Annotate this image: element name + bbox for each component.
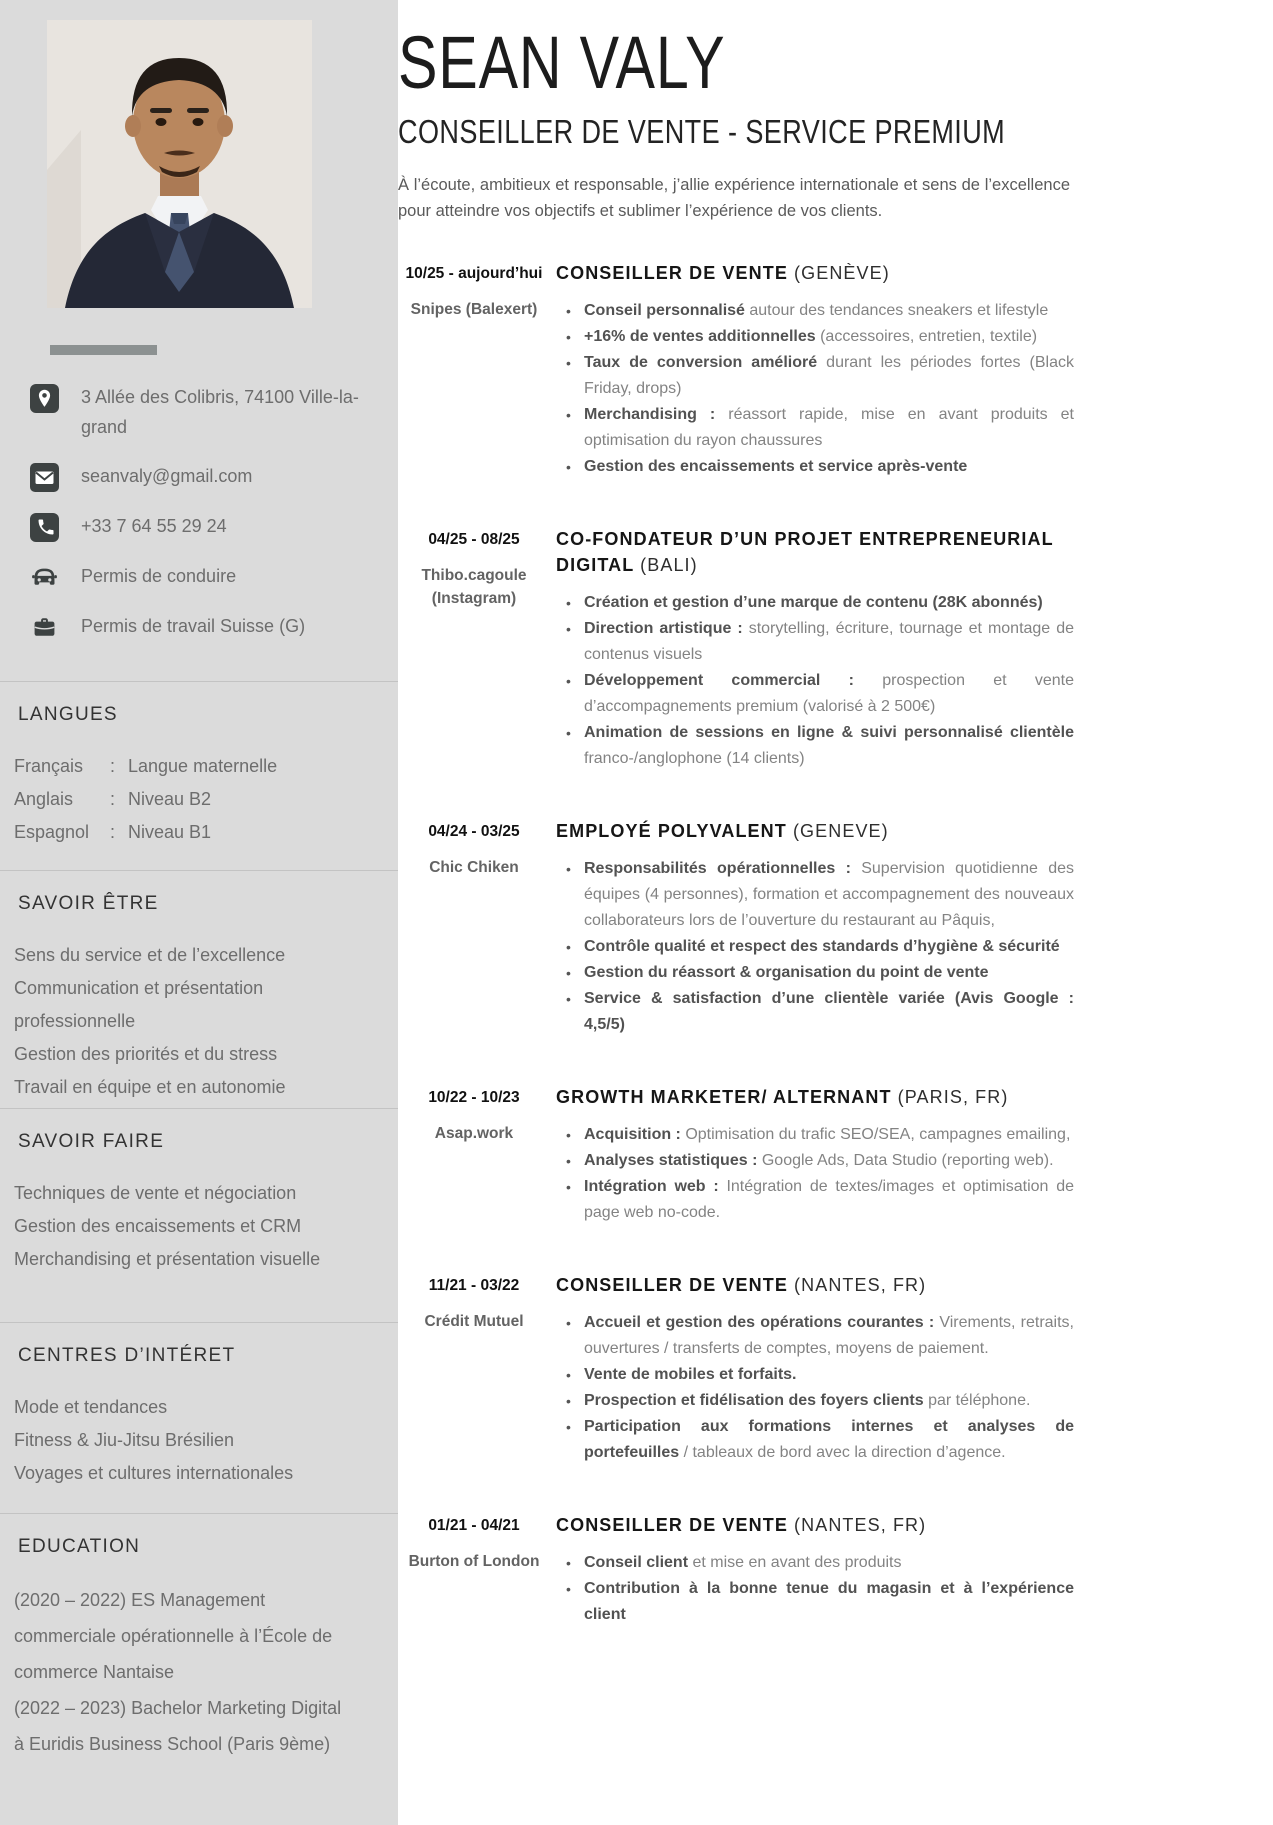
entry-bullets <box>556 590 1074 772</box>
bullet-item <box>556 616 1074 668</box>
bullet-text <box>584 986 1074 1038</box>
bullet-item <box>556 1310 1074 1362</box>
entry-role-location: (NANTES, FR) <box>794 1514 927 1535</box>
centres-interet-list <box>14 1391 382 1490</box>
candidate-name: SEAN VALY <box>398 21 726 104</box>
bullet-bold: Conseil personnalisé <box>584 301 745 319</box>
contact-item-work-permit <box>30 611 380 642</box>
briefcase-icon <box>30 613 59 642</box>
language-level: Langue maternelle <box>128 756 278 776</box>
bullet-bold: Service & satisfaction d’une clientèle variée (Avis Google : 4,5/5) <box>584 989 1074 1033</box>
contact-list <box>0 382 398 661</box>
language-name: Français <box>14 756 84 776</box>
entry-date-cell <box>398 1272 550 1466</box>
language-row <box>14 783 382 816</box>
car-icon <box>30 563 59 592</box>
main-column <box>398 0 1074 1674</box>
list-item: Mode et tendances <box>14 1397 168 1417</box>
entry-role-title: CONSEILLER DE VENTE <box>556 1274 795 1295</box>
bullet-rest: autour des tendances sneakers et lifestyle <box>744 301 1049 319</box>
entry-role <box>556 1272 1074 1298</box>
sidebar-sections <box>0 681 398 1825</box>
entry-role <box>556 526 1074 578</box>
entry-date-cell <box>398 526 550 772</box>
entry-date-cell <box>398 818 550 1038</box>
list-item: Sens du service et de l’excellence <box>14 945 286 965</box>
bullet-rest: Intégration de textes/images et optimisation de page web no-code. <box>584 1177 1074 1221</box>
bullet-text <box>584 1148 1074 1174</box>
bullet-rest: / tableaux de bord avec la direction d’agence. <box>679 1443 1006 1461</box>
bullet-item <box>556 1576 1074 1628</box>
savoir-faire-list <box>14 1177 382 1276</box>
profile-summary: À l’écoute, ambitieux et responsable, j’allie expérience internationale et sens de l’excellence pour atteindre vos objectifs et sublimer l’expérience de vos clients. <box>398 175 1070 220</box>
bullet-rest: (accessoires, entretien, textile) <box>815 327 1038 345</box>
bullet-dot: • <box>566 990 571 1007</box>
entry-company: Burton of London <box>408 1552 540 1570</box>
bullet-dot: • <box>566 1392 571 1409</box>
bullet-item <box>556 1414 1074 1466</box>
bullet-text <box>584 350 1074 402</box>
bullet-item <box>556 590 1074 616</box>
bullet-text <box>584 934 1074 960</box>
entry-date-cell <box>398 1512 550 1628</box>
contact-phone: +33 7 64 55 29 24 <box>81 516 227 536</box>
section-heading-savoir-etre: SAVOIR ÊTRE <box>18 893 159 914</box>
entry-date: 01/21 - 04/21 <box>428 1516 520 1534</box>
contact-item-driving <box>30 561 380 592</box>
bullet-bold: Contribution à la bonne tenue du magasin et à l’expérience client <box>584 1579 1074 1623</box>
bullet-text <box>584 856 1074 934</box>
bullet-dot: • <box>566 964 571 981</box>
section-heading-centres-interet: CENTRES D’INTÉRET <box>18 1345 236 1366</box>
experience-entry <box>398 1084 1074 1226</box>
bullet-bold: Responsabilités opérationnelles : <box>584 859 851 877</box>
bullet-bold: Prospection et fidélisation des foyers clients <box>584 1391 924 1409</box>
candidate-title: CONSEILLER DE VENTE - SERVICE PREMIUM <box>398 112 1006 150</box>
bullet-bold: Création et gestion d’une marque de contenu (28K abonnés) <box>584 593 1043 611</box>
list-item: Gestion des encaissements et CRM <box>14 1216 302 1236</box>
education-item: (2020 – 2022) ES Management commerciale opérationnelle à l’École de commerce Nantaise <box>14 1590 333 1682</box>
entry-company: Thibo.cagoule (Instagram) <box>421 566 527 607</box>
bullet-text <box>584 1174 1074 1226</box>
entry-role-title: CO-FONDATEUR D’UN PROJET ENTREPRENEURIAL DIGITAL <box>556 528 1054 575</box>
section-education <box>0 1513 398 1825</box>
bullet-dot: • <box>566 1178 571 1195</box>
bullet-item <box>556 668 1074 720</box>
entry-role-location: (GENEVE) <box>792 820 889 841</box>
bullet-rest: franco-/anglophone (14 clients) <box>584 749 805 767</box>
bullet-bold: Analyses statistiques : <box>584 1151 758 1169</box>
entry-date: 11/21 - 03/22 <box>428 1276 520 1294</box>
language-colon: : <box>110 789 116 809</box>
entry-company: Crédit Mutuel <box>424 1312 524 1330</box>
bullet-text <box>584 616 1074 668</box>
bullet-dot: • <box>566 724 571 741</box>
bullet-item <box>556 720 1074 772</box>
education-list <box>14 1582 382 1762</box>
phone-icon <box>30 513 59 542</box>
section-savoir-faire <box>0 1108 398 1322</box>
experience-entry <box>398 818 1074 1038</box>
bullet-dot: • <box>566 354 571 371</box>
entry-role-location: (GENÈVE) <box>794 262 890 283</box>
bullet-rest: prospection et vente d’accompagnements premium (valorisé à 2 500€) <box>584 671 1075 715</box>
bullet-dot: • <box>566 328 571 345</box>
contact-item-phone <box>30 511 380 542</box>
bullet-text <box>584 1550 1074 1576</box>
bullet-dot: • <box>566 1418 571 1435</box>
contact-address: 3 Allée des Colibris, 74100 Ville-la-grand <box>81 387 359 437</box>
bullet-bold: Direction artistique : <box>584 619 743 637</box>
section-savoir-etre <box>0 870 398 1108</box>
bullet-text <box>584 590 1074 616</box>
entry-company: Asap.work <box>434 1124 514 1142</box>
bullet-item <box>556 856 1074 934</box>
bullet-dot: • <box>566 938 571 955</box>
bullet-dot: • <box>566 1152 571 1169</box>
entry-bullets <box>556 856 1074 1038</box>
location-icon <box>30 384 59 413</box>
bullet-bold: Vente de mobiles et forfaits. <box>584 1365 797 1383</box>
education-item: (2022 – 2023) Bachelor Marketing Digital à Euridis Business School (Paris 9ème) <box>14 1698 342 1754</box>
list-item: Techniques de vente et négociation <box>14 1183 297 1203</box>
entry-role <box>556 1512 1074 1538</box>
bullet-text <box>584 1362 1074 1388</box>
bullet-text <box>584 720 1074 772</box>
language-name: Anglais <box>14 789 74 809</box>
entry-bullets <box>556 1122 1074 1226</box>
bullet-item <box>556 1174 1074 1226</box>
entry-role <box>556 260 1074 286</box>
bullet-dot: • <box>566 1366 571 1383</box>
experience-entry <box>398 526 1074 772</box>
section-langues <box>0 681 398 870</box>
entry-date: 10/25 - aujourd’hui <box>405 264 543 282</box>
bullet-dot: • <box>566 620 571 637</box>
entry-role-location: (PARIS, FR) <box>897 1086 1009 1107</box>
contact-email: seanvaly@gmail.com <box>81 466 253 486</box>
bullet-bold: Participation aux formations internes et analyses de portefeuilles <box>584 1417 1074 1461</box>
bullet-dot: • <box>566 1126 571 1143</box>
bullet-bold: Gestion du réassort & organisation du point de vente <box>584 963 989 981</box>
bullet-text <box>584 1414 1074 1466</box>
entry-role-location: (BALI) <box>640 554 698 575</box>
bullet-text <box>584 324 1074 350</box>
bullet-bold: Conseil client <box>584 1553 689 1571</box>
bullet-rest: réassort rapide, mise en avant produits et optimisation du rayon chaussures <box>584 405 1074 449</box>
language-level: Niveau B1 <box>128 822 212 842</box>
bullet-dot: • <box>566 672 571 689</box>
bullet-dot: • <box>566 594 571 611</box>
bullet-rest: Google Ads, Data Studio (reporting web). <box>757 1151 1054 1169</box>
section-heading-savoir-faire: SAVOIR FAIRE <box>18 1131 165 1152</box>
language-level: Niveau B2 <box>128 789 212 809</box>
bullet-item <box>556 298 1074 324</box>
experience-entry <box>398 1272 1074 1466</box>
bullet-rest: Virements, retraits, ouvertures / transferts de comptes, moyens de paiement. <box>584 1313 1074 1357</box>
bullet-bold: Merchandising : <box>584 405 716 423</box>
bullet-bold: Taux de conversion amélioré <box>584 353 818 371</box>
bullet-bold: Accueil et gestion des opérations courantes : <box>584 1313 935 1331</box>
experience-list <box>398 260 1074 1628</box>
contact-work-permit: Permis de travail Suisse (G) <box>81 616 306 636</box>
bullet-text <box>584 1122 1074 1148</box>
bullet-text <box>584 1576 1074 1628</box>
bullet-text <box>584 960 1074 986</box>
entry-bullets <box>556 1310 1074 1466</box>
langues-list <box>14 750 382 849</box>
language-name: Espagnol <box>14 822 90 842</box>
bullet-text <box>584 454 1074 480</box>
entry-content <box>550 1084 1074 1226</box>
list-item: Voyages et cultures internationales <box>14 1463 294 1483</box>
language-row <box>14 816 382 849</box>
entry-date: 10/22 - 10/23 <box>428 1088 520 1106</box>
bullet-item <box>556 350 1074 402</box>
entry-role-location: (NANTES, FR) <box>794 1274 927 1295</box>
bullet-text <box>584 402 1074 454</box>
entry-content <box>550 260 1074 480</box>
experience-entry <box>398 1512 1074 1628</box>
entry-date-cell <box>398 1084 550 1226</box>
section-centres-interet <box>0 1322 398 1513</box>
contact-item-email <box>30 461 380 492</box>
entry-date: 04/24 - 03/25 <box>428 822 520 840</box>
entry-role-title: CONSEILLER DE VENTE <box>556 262 795 283</box>
bullet-dot: • <box>566 458 571 475</box>
entry-company: Chic Chiken <box>429 858 519 876</box>
list-item: Fitness & Jiu-Jitsu Brésilien <box>14 1430 235 1450</box>
bullet-dot: • <box>566 302 571 319</box>
profile-photo <box>47 20 312 308</box>
bullet-rest: et mise en avant des produits <box>688 1553 902 1571</box>
bullet-text <box>584 668 1074 720</box>
entry-date-cell <box>398 260 550 480</box>
bullet-item <box>556 1122 1074 1148</box>
bullet-dot: • <box>566 1580 571 1597</box>
section-heading-langues: LANGUES <box>18 704 118 725</box>
sidebar <box>0 0 398 1825</box>
bullet-dot: • <box>566 1554 571 1571</box>
bullet-bold: Intégration web : <box>584 1177 719 1195</box>
entry-bullets <box>556 1550 1074 1628</box>
bullet-item <box>556 324 1074 350</box>
language-row <box>14 750 382 783</box>
entry-content <box>550 1272 1074 1466</box>
bullet-rest: par téléphone. <box>923 1391 1031 1409</box>
bullet-item <box>556 960 1074 986</box>
bullet-bold: Développement commercial : <box>584 671 854 689</box>
bullet-text <box>584 1388 1074 1414</box>
email-icon <box>30 463 59 492</box>
bullet-dot: • <box>566 860 571 877</box>
bullet-text <box>584 1310 1074 1362</box>
entry-content <box>550 526 1074 772</box>
list-item: Merchandising et présentation visuelle <box>14 1249 321 1269</box>
bullet-item <box>556 1362 1074 1388</box>
accent-bar <box>50 345 157 355</box>
entry-content <box>550 818 1074 1038</box>
entry-role <box>556 818 1074 844</box>
contact-item-address <box>30 382 380 442</box>
bullet-item <box>556 454 1074 480</box>
experience-entry <box>398 260 1074 480</box>
bullet-item <box>556 1148 1074 1174</box>
list-item: Communication et présentation professionnelle <box>14 978 264 1031</box>
bullet-bold: Animation de sessions en ligne & suivi personnalisé clientèle <box>584 723 1074 741</box>
list-item: Gestion des priorités et du stress <box>14 1044 278 1064</box>
section-heading-education: EDUCATION <box>18 1536 141 1557</box>
bullet-rest: durant les périodes fortes (Black Friday, drops) <box>584 353 1074 397</box>
entry-role-title: EMPLOYÉ POLYVALENT <box>556 820 793 841</box>
list-item: Travail en équipe et en autonomie <box>14 1077 286 1097</box>
bullet-bold: +16% de ventes additionnelles <box>584 327 816 345</box>
entry-role-title: GROWTH MARKETER/ ALTERNANT <box>556 1086 898 1107</box>
bullet-item <box>556 1388 1074 1414</box>
bullet-item <box>556 1550 1074 1576</box>
bullet-bold: Acquisition : <box>584 1125 681 1143</box>
bullet-rest: Supervision quotidienne des équipes (4 personnes), formation et accompagnement des nouveaux collaborateurs lors de l’ouverture du restaurant au Pâquis, <box>584 859 1075 929</box>
bullet-item <box>556 934 1074 960</box>
entry-bullets <box>556 298 1074 480</box>
bullet-item <box>556 986 1074 1038</box>
bullet-dot: • <box>566 1314 571 1331</box>
bullet-text <box>584 298 1074 324</box>
bullet-bold: Contrôle qualité et respect des standards d’hygiène & sécurité <box>584 937 1060 955</box>
contact-driving-license: Permis de conduire <box>81 566 237 586</box>
entry-content <box>550 1512 1074 1628</box>
savoir-etre-list <box>14 939 382 1104</box>
entry-role-title: CONSEILLER DE VENTE <box>556 1514 795 1535</box>
bullet-rest: storytelling, écriture, tournage et montage de contenus visuels <box>584 619 1075 663</box>
entry-company: Snipes (Balexert) <box>410 300 538 318</box>
bullet-dot: • <box>566 406 571 423</box>
entry-date: 04/25 - 08/25 <box>428 530 520 548</box>
bullet-item <box>556 402 1074 454</box>
bullet-bold: Gestion des encaissements et service après-vente <box>584 457 968 475</box>
bullet-rest: Optimisation du trafic SEO/SEA, campagnes emailing, <box>680 1125 1071 1143</box>
language-colon: : <box>110 756 116 776</box>
entry-role <box>556 1084 1074 1110</box>
language-colon: : <box>110 822 116 842</box>
